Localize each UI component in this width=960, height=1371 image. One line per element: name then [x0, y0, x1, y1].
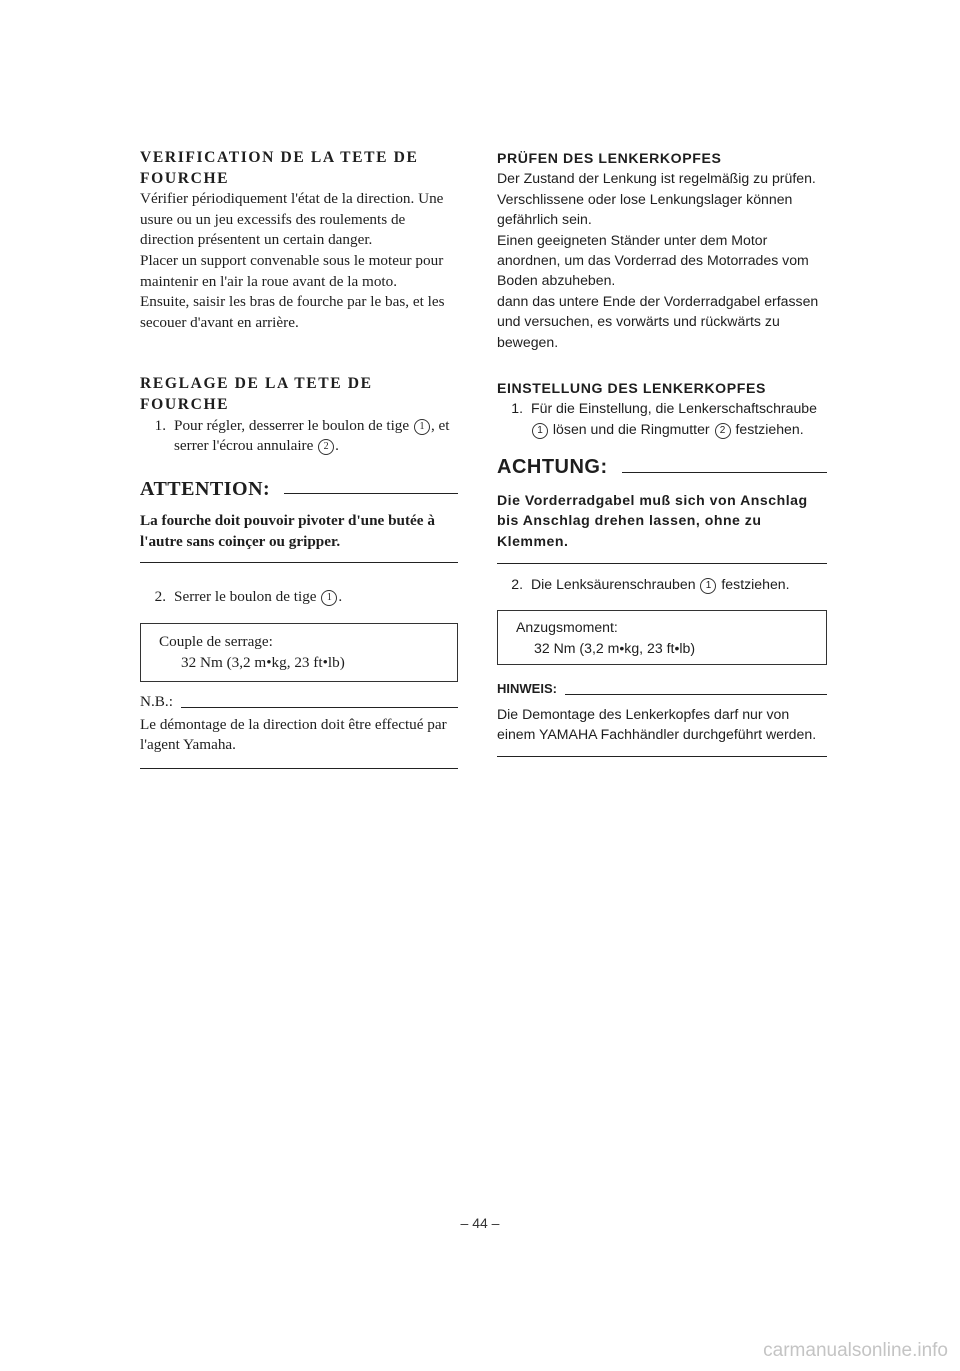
hinweis-text: Die Demontage des Lenkerkopfes darf nur von einem YAMAHA Fachhändler durchgeführt werden. [497, 705, 817, 742]
torque-box [497, 610, 827, 665]
einstellung-step-2 [497, 574, 827, 594]
achtung-end-rule [497, 563, 827, 564]
einstellung-step-1 [497, 398, 827, 439]
step-text: Serrer le boulon de tige [174, 587, 317, 605]
einstellung-heading: EINSTELLUNG DES LENKERKOPFES [497, 380, 766, 397]
reglage-step-2 [140, 587, 458, 608]
achtung-rule [622, 472, 827, 473]
watermark: carmanualsonline.info [763, 1340, 948, 1361]
hinweis-title: HINWEIS: [497, 681, 557, 697]
verification-paragraph-3: Ensuite, saisir les bras de fourche par le bas, et les secouer d'avant en arrière. [140, 293, 445, 331]
nb-header [140, 692, 458, 713]
nb-end-rule [140, 768, 458, 769]
pruefen-paragraph-2: Einen geeigneten Ständer unter dem Motor anordnen, um das Vorderrad des Motorrades vom Boden abzuheben. [497, 231, 809, 289]
step-text-end: festziehen. [721, 575, 790, 592]
callout-1-icon: 1 [414, 419, 430, 435]
step-number: 1. [511, 400, 523, 417]
step-text: , et serrer l'écrou annulaire [174, 416, 450, 455]
step-text: Für die Einstellung, die Lenkerschaftschraube [531, 400, 817, 417]
nb-text: Le démontage de la direction doit être effectué par l'agent Yamaha. [140, 715, 447, 754]
pruefen-paragraph-1: Der Zustand der Lenkung ist regelmäßig zu prüfen. Verschlissene oder lose Lenkungslager können gefährlich sein. [497, 170, 816, 228]
pruefen-paragraph-3: dann das untere Ende der Vorderradgabel erfassen und versuchen, es vorwärts und rückwärts zu bewegen. [497, 292, 819, 350]
step-text-end: festziehen. [735, 420, 804, 437]
step-text-end: . [335, 437, 339, 455]
hinweis-header [497, 679, 827, 699]
reglage-step-1 [140, 416, 458, 457]
french-column [140, 148, 458, 769]
torque-label: Anzugsmoment: [516, 619, 618, 636]
callout-1-icon: 1 [321, 590, 337, 606]
attention-rule [284, 493, 458, 494]
step-number: 2. [154, 587, 166, 605]
step-text: Pour régler, desserrer le boulon de tige [174, 416, 410, 434]
step-number: 2. [511, 575, 523, 592]
attention-header [140, 479, 458, 500]
nb-title: N.B.: [140, 693, 173, 711]
verification-paragraph-2: Placer un support convenable sous le moteur pour maintenir en l'air la roue avant de la moto. [140, 251, 444, 290]
pruefen-heading: PRÜFEN DES LENKERKOPFES [497, 150, 722, 166]
torque-label: Couple de serrage: [159, 633, 273, 651]
achtung-title: ACHTUNG: [497, 456, 608, 479]
torque-value: 32 Nm (3,2 m•kg, 23 ft•lb) [534, 639, 696, 656]
reglage-heading: REGLAGE DE LA TETE DE FOURCHE [140, 375, 373, 413]
german-column [497, 148, 827, 757]
step-text: lösen und die Ringmutter [552, 420, 710, 437]
step-number: 1. [154, 416, 166, 434]
callout-1-icon: 1 [700, 578, 716, 594]
verification-paragraph-1: Vérifier périodiquement l'état de la direction. Une usure ou un jeu excessifs des roulements de direction présentent un certain danger. [140, 190, 444, 249]
step-text: Die Lenksäurenschrauben [531, 575, 696, 592]
attention-text: La fourche doit pouvoir pivoter d'une butée à l'autre sans coinçer ou gripper. [140, 512, 435, 550]
callout-2-icon: 2 [715, 423, 731, 439]
torque-value: 32 Nm (3,2 m•kg, 23 ft•lb) [181, 653, 345, 671]
nb-rule [181, 707, 458, 708]
torque-box [140, 623, 458, 682]
achtung-header [497, 457, 827, 477]
attention-title: ATTENTION: [140, 477, 271, 500]
attention-end-rule [140, 562, 458, 563]
callout-2-icon: 2 [318, 439, 334, 455]
achtung-text: Die Vorderradgabel muß sich von Anschlag bis Anschlag drehen lassen, ohne zu Klemmen. [497, 491, 808, 549]
hinweis-end-rule [497, 756, 827, 757]
step-text-end: . [338, 587, 343, 605]
page-number: – 44 – [460, 1215, 500, 1231]
hinweis-rule [565, 694, 827, 695]
callout-1-icon: 1 [532, 423, 548, 439]
verification-heading: VERIFICATION DE LA TETE DE FOURCHE [140, 149, 419, 187]
